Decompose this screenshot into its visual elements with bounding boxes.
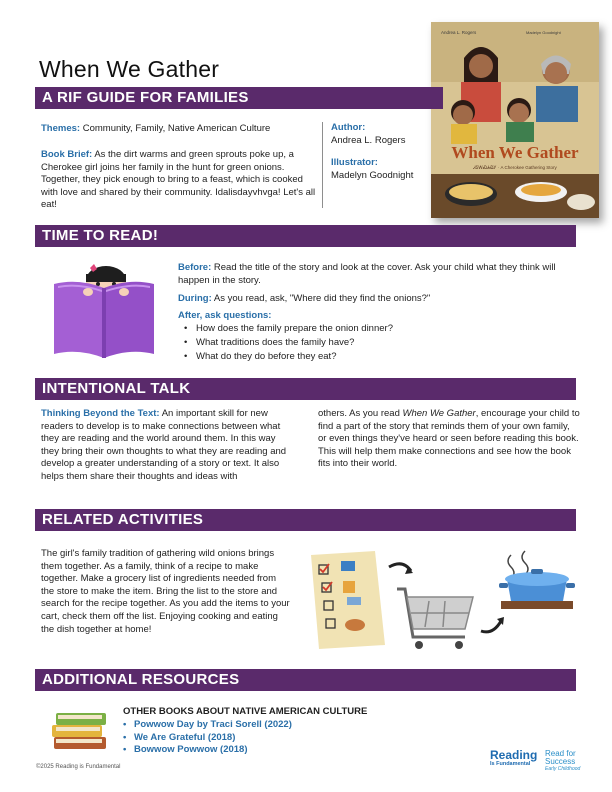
stack-of-books-icon <box>50 703 110 753</box>
activities-text: The girl's family tradition of gathering wild onions brings them together. As a family, think of a recipe to make together. Make a grocery list of ingredients needed from the store to make the item. Bring the list to the store and search for the recipe together. As you add the items to your cart, check them off the list. Enjoying cooking and eating the dish together at home! <box>41 548 290 635</box>
rif-logo <box>490 749 537 768</box>
question-list <box>184 323 574 366</box>
book-cover-art <box>431 22 599 218</box>
cover-illustrator: Madelyn Goodnight <box>526 30 561 35</box>
section-bar-additional-resources: ADDITIONAL RESOURCES <box>35 669 576 691</box>
author-label: Author: <box>331 122 366 133</box>
book-brief-text: As the dirt warms and green sprouts poke up, a Cherokee girl joins her family in the hunt for green onions. Together, they pick enough to bring to a feast, which is cooked with love and shared by their community. Idalisdayvhvga! Let's all eat! <box>41 149 316 211</box>
book-brief <box>41 149 319 212</box>
themes-value: Community, Family, Native American Culture <box>80 123 271 134</box>
resources-heading: OTHER BOOKS ABOUT NATIVE AMERICAN CULTURE <box>123 706 368 717</box>
book-cover <box>431 22 599 218</box>
before-label: Before: <box>178 262 212 273</box>
resource-link[interactable]: • We Are Grateful (2018) <box>123 732 292 745</box>
before-reading <box>178 262 578 287</box>
cover-subtitle: ᏗᏚᎳᏍᏗᏍᎩ · A Cherokee Gathering Story <box>473 165 557 170</box>
list-item: • What do they do before they eat? <box>184 351 574 364</box>
rfs-line-1: Read for <box>545 749 576 758</box>
during-reading <box>178 293 578 306</box>
talk-book-title: When We Gather <box>402 408 476 419</box>
talk-label: Thinking Beyond the Text: <box>41 408 160 419</box>
copyright: ©2025 Reading is Fundamental <box>36 764 121 770</box>
resource-link[interactable]: • Powwow Day by Traci Sorell (2022) <box>123 719 292 732</box>
section-bar-time-to-read: TIME TO READ! <box>35 225 576 247</box>
after-label: After, ask questions: <box>178 310 272 321</box>
talk-left-text: An important skill for new readers to develop is to make connections between what they are reading and the world around them. In this way they bring their own thoughts to what they are reading and develop a greater understanding of a story or text. It also helps them share their thoughts and ideas with <box>41 408 287 482</box>
talk-left-column <box>41 408 293 484</box>
themes-label: Themes: <box>41 123 81 134</box>
section-bar-intentional-talk: INTENTIONAL TALK <box>35 378 576 400</box>
list-item: • How does the family prepare the onion dinner? <box>184 323 574 336</box>
talk-right-text-b: , encourage your child to find a part of the story that reminds them of your own family, or even things they've heard or seen before reading this book. This will help them make connections and see how the book fits into their world. <box>318 408 580 470</box>
page-title: When We Gather <box>39 56 220 82</box>
after-reading <box>178 310 578 323</box>
author-name: Andrea L. Rogers <box>331 134 406 146</box>
reading-child-illustration <box>48 262 160 362</box>
talk-right-column <box>318 408 580 471</box>
shopping-cart-icon <box>397 589 473 649</box>
list-item: • What traditions does the family have? <box>184 337 574 350</box>
cover-author: Andrea L. Rogers <box>441 30 477 35</box>
before-text: Read the title of the story and look at the cover. Ask your child what they think will happen in the story. <box>178 262 556 286</box>
rfs-line-3: Early Childhood <box>545 766 581 772</box>
section-bar-guide: A RIF GUIDE FOR FAMILIES <box>35 87 443 109</box>
during-text: As you read, ask, "Where did they find the onions?" <box>211 293 431 304</box>
grocery-list-icon <box>311 551 385 649</box>
rif-logo-word: Reading <box>490 748 538 762</box>
themes-text <box>41 123 321 136</box>
resource-link[interactable]: • Bowwow Powwow (2018) <box>123 744 292 757</box>
book-brief-label: Book Brief: <box>41 149 93 160</box>
activities-illustration <box>305 545 575 657</box>
rfs-line-2: Success <box>545 757 576 766</box>
during-label: During: <box>178 293 212 304</box>
cover-title: When We Gather <box>451 143 579 162</box>
read-for-success-logo <box>545 750 580 772</box>
illustrator-block <box>331 157 431 182</box>
section-bar-related-activities: RELATED ACTIVITIES <box>35 509 576 531</box>
column-divider <box>322 122 323 208</box>
rif-logo-sub: Is Fundamental <box>490 761 531 767</box>
talk-right-text-a: others. As you read <box>318 408 403 419</box>
cooking-pot-icon <box>499 551 575 609</box>
illustrator-name: Madelyn Goodnight <box>331 169 414 181</box>
illustrator-label: Illustrator: <box>331 157 378 168</box>
resource-book-list <box>123 719 292 757</box>
author-block <box>331 122 431 147</box>
